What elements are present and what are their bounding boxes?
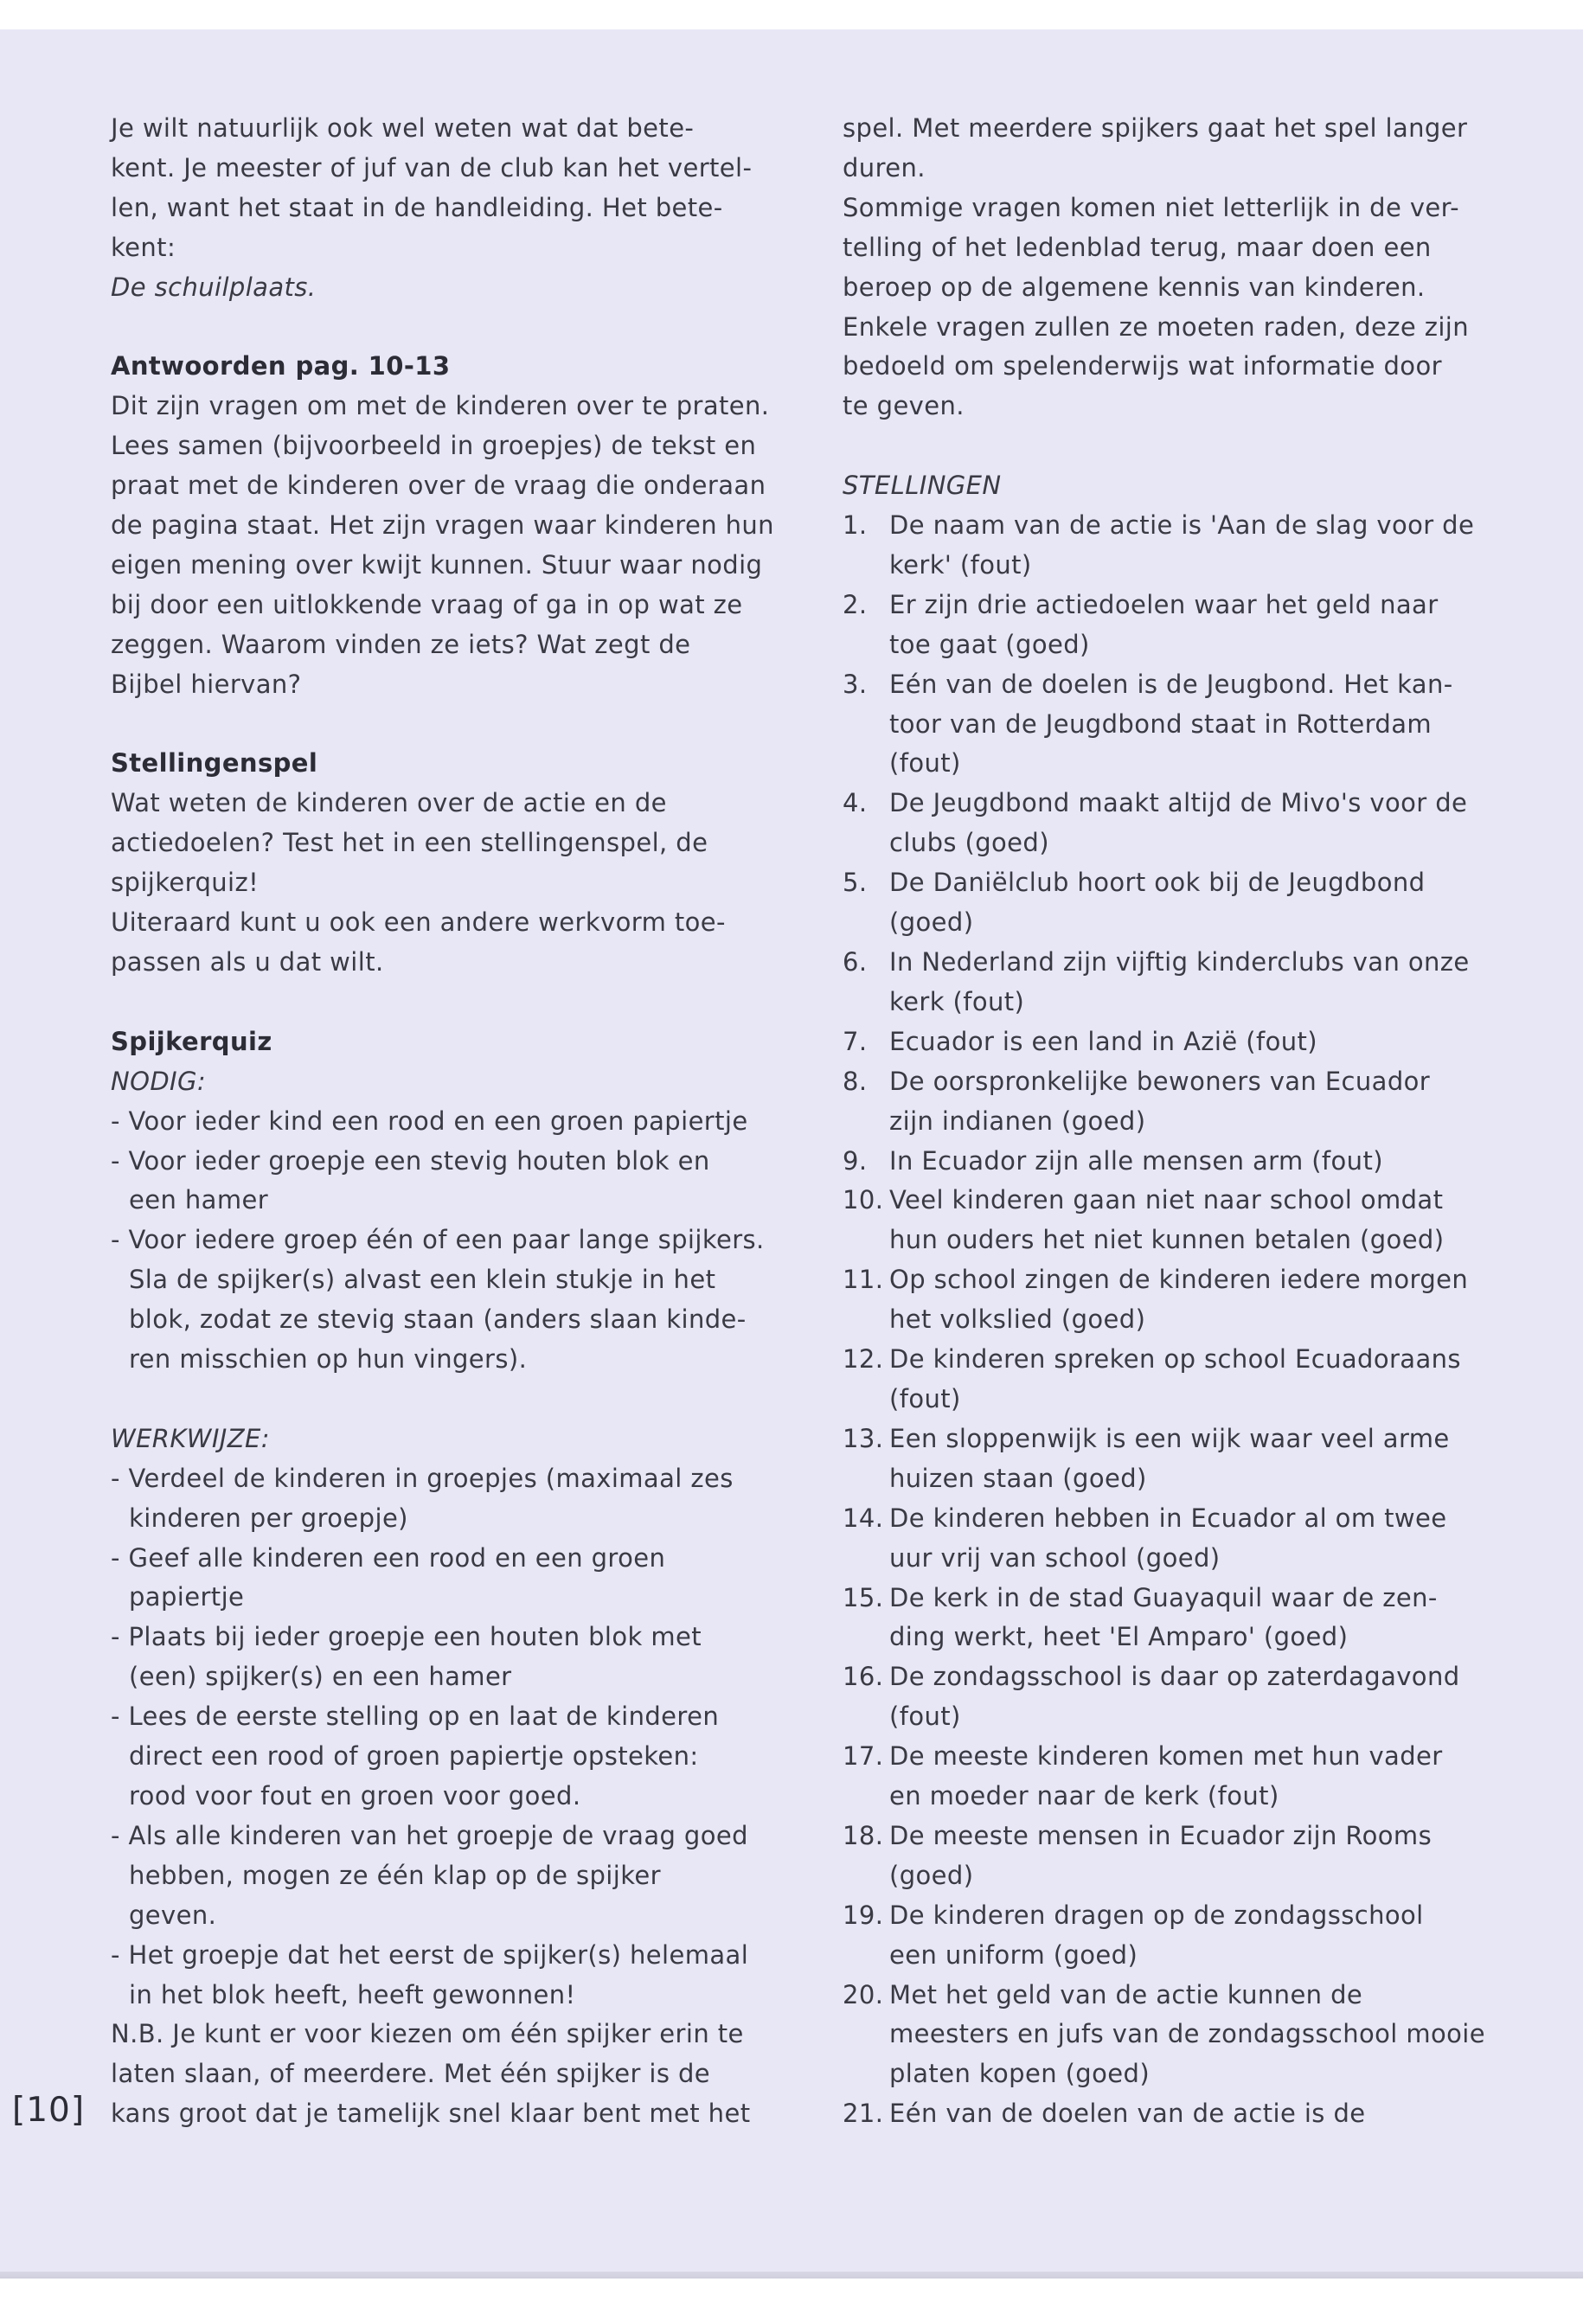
statement-line: zijn indianen (goed) <box>889 1106 1146 1136</box>
text-line: papiertje <box>129 1582 245 1612</box>
statement-text <box>889 1340 1500 1420</box>
statement-text <box>889 1260 1500 1340</box>
statement-line: (goed) <box>889 1860 974 1890</box>
statement-item <box>843 1420 1500 1499</box>
statement-text <box>889 665 1500 785</box>
text-line: - Lees de eerste stelling op en laat de kinderen <box>111 1702 720 1732</box>
statement-item <box>843 1142 1500 1182</box>
intro-line: Je wilt natuurlijk ook wel weten wat dat bete- <box>111 113 695 143</box>
statement-line: De kinderen dragen op de zondagsschool <box>889 1900 1424 1930</box>
statement-line: (fout) <box>889 748 961 779</box>
statement-number: 8. <box>843 1066 868 1096</box>
statement-line: uur vrij van school (goed) <box>889 1542 1221 1573</box>
statement-line: Er zijn drie actiedoelen waar het geld naar <box>889 589 1439 619</box>
statement-text <box>889 1181 1500 1260</box>
statement-text <box>889 1657 1500 1737</box>
answer-text: De schuilplaats. <box>111 272 317 302</box>
statement-item <box>843 1340 1500 1420</box>
text-line: geven. <box>129 1900 217 1930</box>
intro-line: bedoeld om spelenderwijs wat informatie door <box>843 351 1442 381</box>
werkwijze-item <box>111 1618 785 1697</box>
page-number: [10] <box>12 2091 86 2130</box>
stellingen-line: actiedoelen? Test het in een stellingenspel, de <box>111 828 708 858</box>
statement-line: en moeder naar de kerk (fout) <box>889 1781 1279 1811</box>
statement-number: 1. <box>843 510 868 541</box>
statement-text <box>889 506 1500 586</box>
statement-line: Eén van de doelen van de actie is de <box>889 2099 1366 2129</box>
text-line: Sla de spijker(s) alvast een klein stukje in het <box>129 1265 716 1295</box>
answers-line: bij door een uitlokkende vraag of ga in op wat ze <box>111 589 743 619</box>
statement-line: clubs (goed) <box>889 828 1049 858</box>
statement-text <box>889 1499 1500 1579</box>
statement-line: Op school zingen de kinderen iedere morgen <box>889 1265 1469 1295</box>
statement-number: 15. <box>843 1582 884 1612</box>
statement-line: In Nederland zijn vijftig kinderclubs van onze <box>889 947 1470 977</box>
text-line: (een) spijker(s) en een hamer <box>129 1662 512 1692</box>
statement-text <box>889 1817 1500 1896</box>
statement-line: De kinderen hebben in Ecuador al om twee <box>889 1503 1447 1533</box>
statement-line: (fout) <box>889 1383 961 1413</box>
statement-line: (fout) <box>889 1702 961 1732</box>
nodig-label: NODIG: <box>111 1066 207 1096</box>
statement-number: 2. <box>843 589 868 619</box>
stellingen-line: Uiteraard kunt u ook een andere werkvorm toe- <box>111 907 726 938</box>
statement-number: 14. <box>843 1503 884 1533</box>
statement-line: een uniform (goed) <box>889 1939 1138 1970</box>
statement-line: De naam van de actie is 'Aan de slag voor de <box>889 510 1475 541</box>
statement-text <box>889 1420 1500 1499</box>
text-line: - Als alle kinderen van het groepje de vraag goed <box>111 1820 748 1850</box>
statement-item <box>843 506 1500 586</box>
werkwijze-item <box>111 1817 785 1936</box>
werkwijze-item <box>111 1697 785 1817</box>
intro-line: kent. Je meester of juf van de club kan het vertel- <box>111 152 753 183</box>
statement-number: 12. <box>843 1344 884 1375</box>
stellingen-line: Wat weten de kinderen over de actie en de <box>111 788 667 818</box>
statement-line: De kinderen spreken op school Ecuadoraans <box>889 1344 1461 1375</box>
statement-number: 17. <box>843 1741 884 1772</box>
statement-item <box>843 1499 1500 1579</box>
spacer <box>843 426 1500 466</box>
statement-text <box>889 1976 1500 2095</box>
statement-line: toe gaat (goed) <box>889 629 1090 659</box>
statement-number: 3. <box>843 669 868 699</box>
statement-item <box>843 1579 1500 1658</box>
statement-item <box>843 586 1500 665</box>
stellingen-label: STELLINGEN <box>843 471 1002 501</box>
statement-line: meesters en jufs van de zondagsschool mooie <box>889 2019 1485 2049</box>
text-line: rood voor fout en groen voor goed. <box>129 1781 581 1811</box>
statement-text <box>889 586 1500 665</box>
statement-line: De meeste kinderen komen met hun vader <box>889 1741 1443 1772</box>
statement-item <box>843 2094 1500 2134</box>
right-column <box>843 109 1500 2134</box>
statement-line: De zondagsschool is daar op zaterdagavond <box>889 1662 1460 1692</box>
intro-line: te geven. <box>843 391 965 421</box>
text-line: in het blok heeft, heeft gewonnen! <box>129 1979 576 2009</box>
statement-number: 10. <box>843 1185 884 1215</box>
intro-line: beroep op de algemene kennis van kinderen. <box>843 272 1426 302</box>
text-line: blok, zodat ze stevig staan (anders slaan kinde- <box>129 1304 747 1335</box>
statement-text <box>889 943 1500 1022</box>
statement-line: Eén van de doelen is de Jeugbond. Het kan- <box>889 669 1453 699</box>
statement-line: (goed) <box>889 907 974 938</box>
answers-line: Dit zijn vragen om met de kinderen over te praten. <box>111 391 770 421</box>
text-line: - Verdeel de kinderen in groepjes (maximaal zes <box>111 1463 734 1493</box>
statement-text <box>889 1737 1500 1817</box>
statement-line: De Daniëlclub hoort ook bij de Jeugdbond <box>889 868 1426 898</box>
text-line: - Plaats bij ieder groepje een houten blok met <box>111 1622 702 1652</box>
text-line: ren misschien op hun vingers). <box>129 1344 528 1375</box>
intro-line: duren. <box>843 152 926 183</box>
statement-text <box>889 1022 1500 1062</box>
statement-item <box>843 943 1500 1022</box>
werkwijze-item <box>111 1539 785 1618</box>
statement-text <box>889 1062 1500 1142</box>
statement-item <box>843 1062 1500 1142</box>
intro-line: spel. Met meerdere spijkers gaat het spel langer <box>843 113 1468 143</box>
text-line: - Voor ieder kind een rood en een groen papiertje <box>111 1106 748 1136</box>
statement-line: Een sloppenwijk is een wijk waar veel arme <box>889 1423 1450 1453</box>
werkwijze-item <box>111 1459 785 1539</box>
intro-line: len, want het staat in de handleiding. Het bete- <box>111 192 723 222</box>
statement-line: kerk (fout) <box>889 986 1025 1016</box>
statement-item <box>843 1657 1500 1737</box>
statement-number: 4. <box>843 788 868 818</box>
statement-item <box>843 1181 1500 1260</box>
answers-line: Lees samen (bijvoorbeeld in groepjes) de tekst en <box>111 431 757 461</box>
nb-line: kans groot dat je tamelijk snel klaar bent met het <box>111 2099 751 2129</box>
statement-line: De Jeugdbond maakt altijd de Mivo's voor de <box>889 788 1468 818</box>
text-line: - Het groepje dat het eerst de spijker(s) helemaal <box>111 1939 749 1970</box>
text-line: kinderen per groepje) <box>129 1503 408 1533</box>
spacer <box>111 308 785 348</box>
left-column <box>111 109 785 2134</box>
werkwijze-label: WERKWIJZE: <box>111 1423 270 1453</box>
statement-line: In Ecuador zijn alle mensen arm (fout) <box>889 1145 1383 1176</box>
statement-item <box>843 1896 1500 1976</box>
statement-item <box>843 1737 1500 1817</box>
statement-item <box>843 1976 1500 2095</box>
statement-line: De kerk in de stad Guayaquil waar de zen- <box>889 1582 1438 1612</box>
statement-text <box>889 1142 1500 1182</box>
statement-item <box>843 665 1500 785</box>
intro-line: kent: <box>111 232 176 262</box>
statement-item <box>843 784 1500 863</box>
text-line: hebben, mogen ze één klap op de spijker <box>129 1860 661 1890</box>
answers-line: praat met de kinderen over de vraag die onderaan <box>111 471 766 501</box>
statement-number: 13. <box>843 1423 884 1453</box>
spacer <box>111 983 785 1022</box>
statement-item <box>843 863 1500 943</box>
statement-line: Veel kinderen gaan niet naar school omdat <box>889 1185 1444 1215</box>
statement-number: 19. <box>843 1900 884 1930</box>
statement-number: 20. <box>843 1979 884 2009</box>
statement-line: kerk' (fout) <box>889 549 1032 580</box>
statement-line: platen kopen (goed) <box>889 2059 1151 2089</box>
statement-item <box>843 1260 1500 1340</box>
intro-line: Sommige vragen komen niet letterlijk in de ver- <box>843 192 1459 222</box>
statement-line: het volkslied (goed) <box>889 1304 1146 1335</box>
statement-item <box>843 1022 1500 1062</box>
text-line: - Geef alle kinderen een rood en een groen <box>111 1542 666 1573</box>
stellingen-heading: Stellingenspel <box>111 748 318 779</box>
text-line: direct een rood of groen papiertje opsteken: <box>129 1741 699 1772</box>
statement-number: 5. <box>843 868 868 898</box>
statement-number: 21. <box>843 2099 884 2129</box>
text-line: een hamer <box>129 1185 269 1215</box>
statement-line: De oorspronkelijke bewoners van Ecuador <box>889 1066 1431 1096</box>
statement-number: 16. <box>843 1662 884 1692</box>
statement-text <box>889 1896 1500 1976</box>
nb-line: N.B. Je kunt er voor kiezen om één spijker erin te <box>111 2019 744 2049</box>
statement-line: hun ouders het niet kunnen betalen (goed) <box>889 1225 1445 1255</box>
statement-text <box>889 1579 1500 1658</box>
statement-line: ding werkt, heet 'El Amparo' (goed) <box>889 1622 1349 1652</box>
spacer <box>111 1380 785 1420</box>
statement-number: 11. <box>843 1265 884 1295</box>
statement-number: 9. <box>843 1145 868 1176</box>
stellingen-line: spijkerquiz! <box>111 868 260 898</box>
nodig-item <box>111 1102 785 1142</box>
answers-line: Bijbel hiervan? <box>111 669 302 699</box>
statement-text <box>889 784 1500 863</box>
answers-line: zeggen. Waarom vinden ze iets? Wat zegt de <box>111 629 691 659</box>
quiz-heading: Spijkerquiz <box>111 1026 272 1056</box>
answers-line: eigen mening over kwijt kunnen. Stuur waar nodig <box>111 549 763 580</box>
statement-line: huizen staan (goed) <box>889 1463 1147 1493</box>
werkwijze-item <box>111 1936 785 2016</box>
statement-text <box>889 2094 1500 2134</box>
spacer <box>111 705 785 745</box>
document-page <box>0 29 1583 2279</box>
statement-number: 7. <box>843 1026 868 1056</box>
stellingen-line: passen als u dat wilt. <box>111 947 384 977</box>
intro-line: telling of het ledenblad terug, maar doen een <box>843 232 1432 262</box>
statement-line: De meeste mensen in Ecuador zijn Rooms <box>889 1820 1433 1850</box>
statement-line: Met het geld van de actie kunnen de <box>889 1979 1363 2009</box>
statement-line: Ecuador is een land in Azië (fout) <box>889 1026 1317 1056</box>
nb-line: laten slaan, of meerdere. Met één spijker is de <box>111 2059 711 2089</box>
statement-line: toor van de Jeugdbond staat in Rotterdam <box>889 708 1433 739</box>
text-line: - Voor iedere groep één of een paar lange spijkers. <box>111 1225 765 1255</box>
nodig-item <box>111 1221 785 1380</box>
statement-number: 18. <box>843 1820 884 1850</box>
statement-item <box>843 1817 1500 1896</box>
answers-heading: Antwoorden pag. 10-13 <box>111 351 451 381</box>
text-line: - Voor ieder groepje een stevig houten blok en <box>111 1145 710 1176</box>
intro-line: Enkele vragen zullen ze moeten raden, deze zijn <box>843 311 1470 342</box>
answers-line: de pagina staat. Het zijn vragen waar kinderen hun <box>111 510 774 541</box>
statement-number: 6. <box>843 947 868 977</box>
nodig-item <box>111 1142 785 1221</box>
statement-text <box>889 863 1500 943</box>
